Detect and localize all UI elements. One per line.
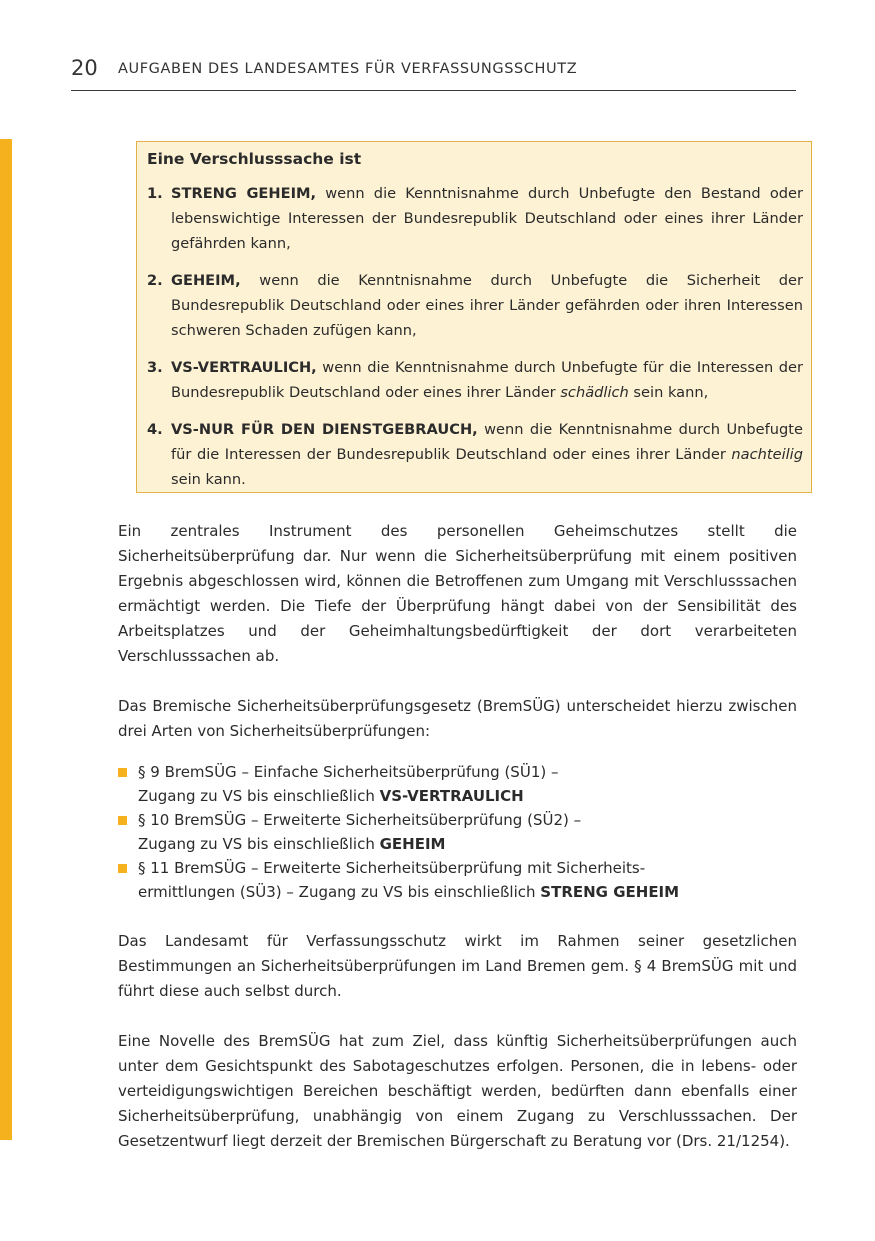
item-text-end: sein kann, xyxy=(628,384,709,401)
page-header xyxy=(71,56,796,91)
list-item-level: VS-VERTRAULICH xyxy=(379,787,524,805)
check-types-list xyxy=(118,760,797,904)
classification-item-geheim xyxy=(147,268,803,343)
page-number: 20 xyxy=(71,56,98,80)
paragraph-landesamt-role: Das Landesamt für Verfassungsschutz wirkt im Rahmen seiner gesetzlichen Bestimmungen an Sicherheitsüberprüfungen im Land Bremen gem. § 4 BremSÜG mit und führt diese auch selbst durch. xyxy=(118,932,797,1000)
list-item-su3 xyxy=(118,856,797,904)
item-emphasis: nachteilig xyxy=(731,446,803,463)
item-text: wenn die Kenntnisnahme durch Unbefugte die Sicherheit der Bundesrepublik Deutschland oder eines ihrer Länder gefährden oder ihren Interessen schweren Schaden zufügen kann, xyxy=(171,272,803,339)
classification-item-vs-vertraulich xyxy=(147,355,803,405)
item-text: wenn die Kenntnisnahme durch Unbefugte den Bestand oder lebenswichtige Interessen der Bundesrepublik Deutschland oder eines ihrer Länder gefährden kann, xyxy=(171,185,803,252)
list-item-line2: Zugang zu VS bis einschließlich xyxy=(138,835,380,853)
list-item-line2: Zugang zu VS bis einschließlich xyxy=(138,787,380,805)
list-item-line2: ermittlungen (SÜ3) – Zugang zu VS bis einschließlich xyxy=(138,883,541,901)
item-label: VS-VERTRAULICH, xyxy=(171,359,317,376)
item-label: GEHEIM, xyxy=(171,272,241,289)
item-number: 4. xyxy=(147,421,163,438)
square-bullet-icon xyxy=(118,768,127,777)
classification-list xyxy=(147,181,803,492)
item-number: 1. xyxy=(147,185,163,202)
item-number: 2. xyxy=(147,272,163,289)
list-item-level: GEHEIM xyxy=(379,835,446,853)
item-label: VS-NUR FÜR DEN DIENSTGEBRAUCH, xyxy=(171,421,478,438)
list-item-su1 xyxy=(118,760,797,808)
list-item-su2 xyxy=(118,808,797,856)
item-text: wenn die Kenntnisnahme durch Unbefugte für die Interessen der Bundesrepublik Deutschland oder eines ihrer Länder xyxy=(171,359,803,401)
list-item-line1: § 10 BremSÜG – Erweiterte Sicherheitsüberprüfung (SÜ2) – xyxy=(138,811,582,829)
square-bullet-icon xyxy=(118,864,127,873)
item-text-end: sein kann. xyxy=(171,471,246,488)
main-content xyxy=(118,519,797,1154)
item-text: wenn die Kenntnisnahme durch Unbefugte für die Interessen der Bundesrepublik Deutschland oder eines ihrer Länder xyxy=(171,421,803,463)
accent-side-bar xyxy=(0,139,12,1140)
item-emphasis: schädlich xyxy=(560,384,629,401)
classification-item-vs-nfd xyxy=(147,417,803,492)
list-item-line1: § 11 BremSÜG – Erweiterte Sicherheitsüberprüfung mit Sicherheits- xyxy=(138,859,646,877)
box-title: Eine Verschlusssache ist xyxy=(147,150,362,168)
square-bullet-icon xyxy=(118,816,127,825)
paragraph-bremsuег-intro: Das Bremische Sicherheitsüberprüfungsgesetz (BremSÜG) unterscheidet hierzu zwischen drei Arten von Sicherheitsüberprüfungen: xyxy=(118,697,797,740)
item-label: STRENG GEHEIM, xyxy=(171,185,317,202)
paragraph-novelle: Eine Novelle des BremSÜG hat zum Ziel, dass künftig Sicherheitsüberprüfungen auch unter dem Gesichtspunkt des Sabotageschutzes erfolgen. Personen, die in lebens- oder verteidigungswichtigen Bereichen beschäftigt werden, bedürften dann ebenfalls einer Sicherheitsüberprüfung, unabhängig von einem Zugang zu Verschlusssachen. Der Gesetzentwurf liegt derzeit der Bremischen Bürgerschaft zu Beratung vor (Drs. 21/1254). xyxy=(118,1032,797,1150)
item-number: 3. xyxy=(147,359,163,376)
paragraph-sicherheitsueberpruefung: Ein zentrales Instrument des personellen Geheimschutzes stellt die Sicherheitsüberprüfung dar. Nur wenn die Sicherheitsüberprüfung mit einem positiven Ergebnis abgeschlossen wird, können die Betroffenen zum Umgang mit Verschlusssachen ermächtigt werden. Die Tiefe der Überprüfung hängt dabei von der Sensibilität des Arbeitsplatzes und der Geheimhaltungsbedürftigkeit der dort verarbeiteten Verschlusssachen ab. xyxy=(118,522,797,665)
classification-item-streng-geheim xyxy=(147,181,803,256)
list-item-level: STRENG GEHEIM xyxy=(540,883,680,901)
running-head: AUFGABEN DES LANDESAMTES FÜR VERFASSUNGSSCHUTZ xyxy=(118,61,578,77)
definition-box xyxy=(136,141,812,493)
list-item-line1: § 9 BremSÜG – Einfache Sicherheitsüberprüfung (SÜ1) – xyxy=(138,763,559,781)
